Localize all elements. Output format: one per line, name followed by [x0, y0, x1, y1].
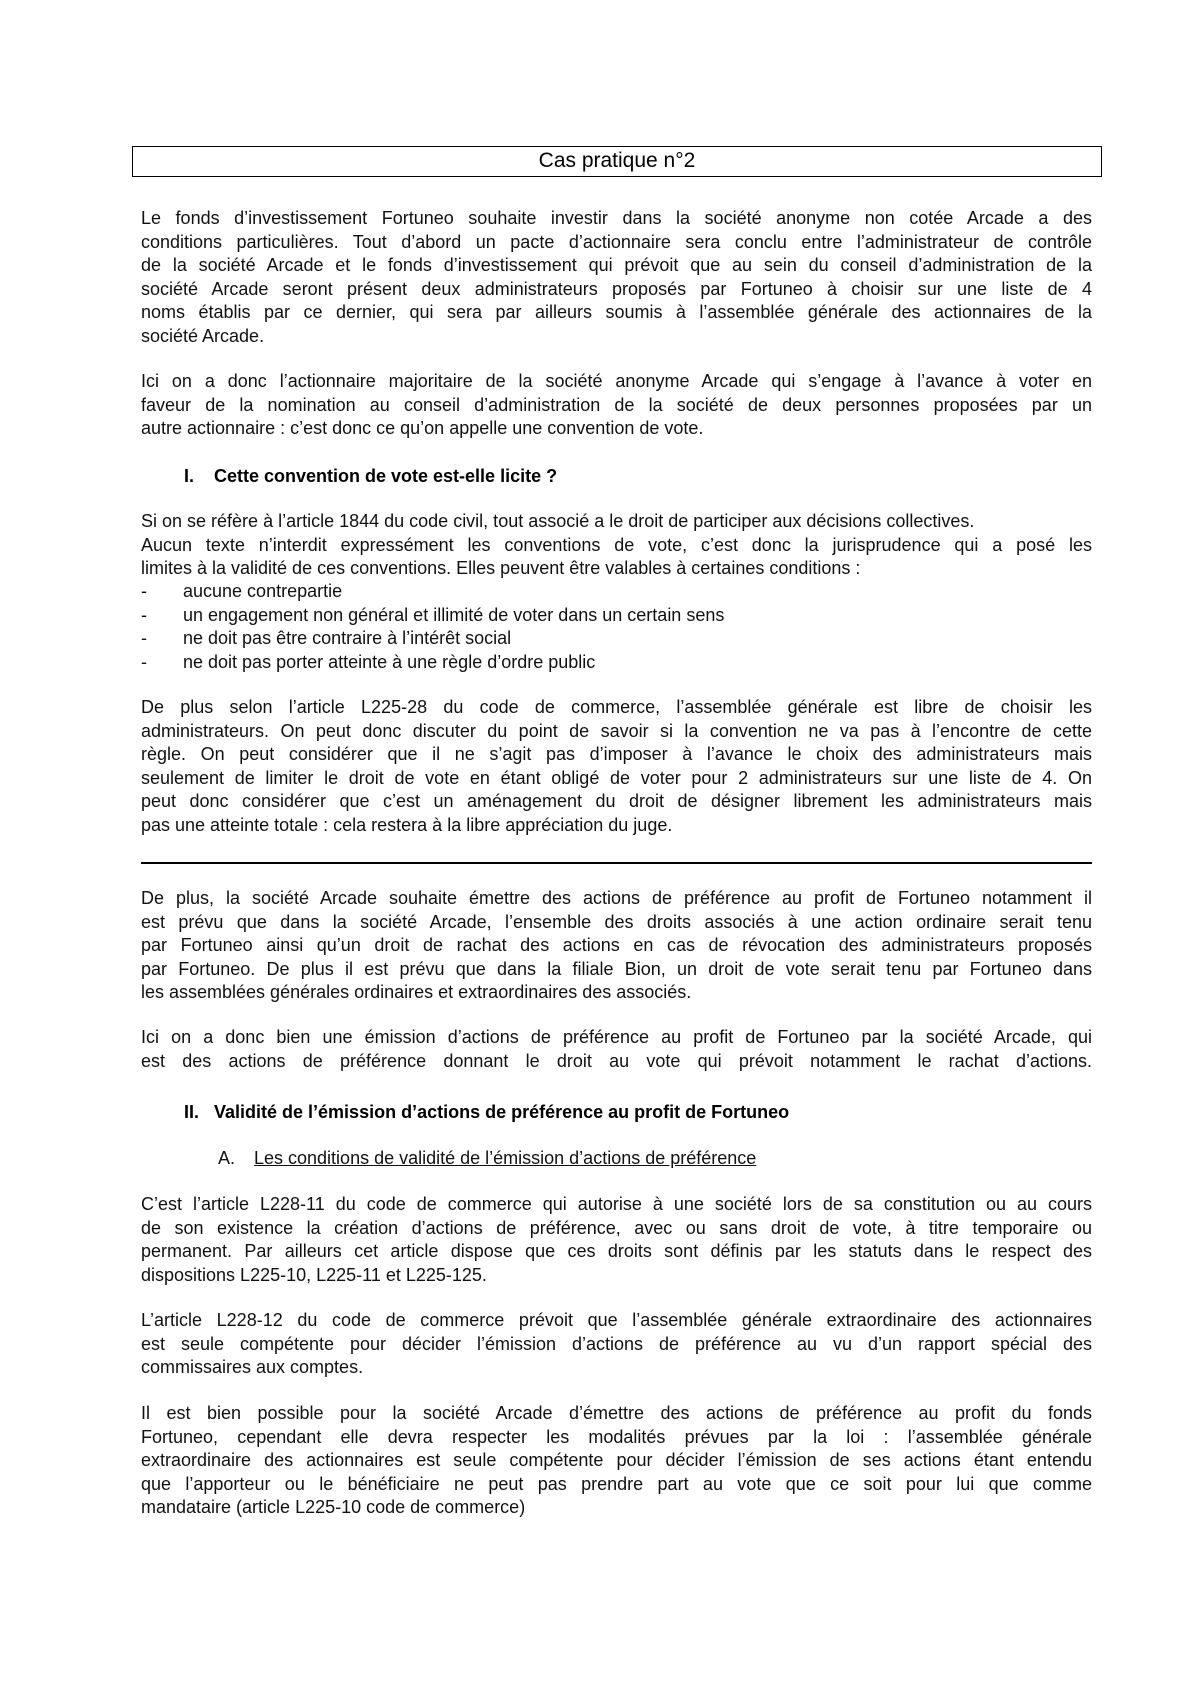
text-line: seulement de limiter le droit de vote en étant obligé de voter pour 2 administrateurs sur une liste de 4. On: [141, 767, 1092, 788]
text-line: que l’apporteur ou le bénéficiaire ne peut pas prendre part au vote que ce soit pour lui que comme: [141, 1473, 1092, 1494]
paragraph-emission-summary: [141, 1026, 1092, 1073]
text-line: de son existence la création d’actions de préférence, avec ou sans droit de vote, à titre temporaire ou: [141, 1217, 1092, 1238]
text-line: de la société Arcade et le fonds d’investissement qui prévoit que au sein du conseil d’administration de la: [141, 255, 1092, 275]
text-line: commissaires aux comptes.: [141, 1357, 364, 1377]
heading-section-2: [184, 1101, 789, 1125]
text-line: Il est bien possible pour la société Arcade d’émettre des actions de préférence au profit du fonds: [141, 1403, 1092, 1423]
text-line: société Arcade seront présent deux administrateurs proposés par Fortuneo à choisir sur une liste de 4: [141, 278, 1092, 299]
text-line: règle. On peut considérer que il ne s’agit pas d’imposer à l’avance le choix des administrateurs mais: [141, 744, 1092, 764]
list-dash: -: [141, 628, 147, 648]
list-dash: -: [141, 604, 147, 625]
list-item: [141, 651, 1092, 675]
heading-number: II.: [184, 1102, 200, 1122]
text-line: permanent. Par ailleurs cet article dispose que ces droits sont définis par les statuts dans le respect des: [141, 1241, 1092, 1261]
heading-number: I.: [184, 466, 195, 486]
text-line: limites à la validité de ces conventions. Elles peuvent être valables à certaines conditions :: [141, 558, 861, 578]
text-line: par Fortuneo. De plus il est prévu que dans la filiale Bion, un droit de vote serait tenu par Fortuneo dans: [141, 958, 1092, 979]
conditions-list: [141, 580, 1092, 674]
list-item: [141, 604, 1092, 628]
text-line: Fortuneo, cependant elle devra respecter les modalités prévues par la loi : l’assemblée générale: [141, 1426, 1092, 1447]
text-line: administrateurs. On peut donc discuter du point de savoir si la convention ne va pas à l’encontre de cette: [141, 720, 1092, 741]
text-line: Aucun texte n’interdit expressément les conventions de vote, c’est donc la jurisprudence qui a posé les: [141, 534, 1092, 555]
section-divider: [141, 862, 1092, 864]
list-item: [141, 627, 1092, 651]
document-title: Cas pratique n°2: [132, 146, 1102, 177]
text-line: par Fortuneo ainsi qu’un droit de rachat des actions en cas de révocation des administrateurs proposés: [141, 935, 1092, 955]
text-line: Si on se réfère à l’article 1844 du code civil, tout associé a le droit de participer aux décisions collectives.: [141, 511, 975, 531]
paragraph-article-1844: [141, 510, 1092, 581]
text-line: C’est l’article L228-11 du code de commerce qui autorise à une société lors de sa constitution ou au cours: [141, 1194, 1092, 1214]
text-line: De plus selon l’article L225-28 du code de commerce, l’assemblée générale est libre de choisir les: [141, 697, 1092, 717]
text-line: De plus, la société Arcade souhaite émettre des actions de préférence au profit de Fortuneo notamment il: [141, 888, 1092, 908]
text-line: est seule compétente pour décider l’émission d’actions de préférence au vu d’un rapport spécial des: [141, 1333, 1092, 1354]
text-line: Ici on a donc bien une émission d’actions de préférence au profit de Fortuneo par la société Arcade, qui: [141, 1027, 1092, 1047]
paragraph-conclusion: [141, 1402, 1092, 1520]
text-line: les assemblées générales ordinaires et extraordinaires des associés.: [141, 982, 692, 1002]
text-line: mandataire (article L225-10 code de commerce): [141, 1497, 526, 1517]
heading-section-1: [184, 465, 557, 489]
text-line: dispositions L225-10, L225-11 et L225-125.: [141, 1264, 487, 1285]
text-line: noms établis par ce dernier, qui sera par ailleurs soumis à l’assemblée générale des actionnaires de la: [141, 302, 1092, 322]
list-item: [141, 580, 1092, 604]
list-dash: -: [141, 651, 147, 672]
subheading-a: [218, 1147, 756, 1171]
text-line: autre actionnaire : c’est donc ce qu’on appelle une convention de vote.: [141, 418, 704, 438]
list-item-text: ne doit pas porter atteinte à une règle d’ordre public: [183, 651, 596, 672]
paragraph-convention: [141, 370, 1092, 441]
text-line: société Arcade.: [141, 325, 265, 346]
heading-text: Cette convention de vote est-elle licite ?: [214, 466, 558, 486]
text-line: Ici on a donc l’actionnaire majoritaire de la société anonyme Arcade qui s’engage à l’avance à voter en: [141, 371, 1092, 391]
text-line: faveur de la nomination au conseil d’administration de la société de deux personnes proposées par un: [141, 394, 1092, 415]
text-line: pas une atteinte totale : cela restera à la libre appréciation du juge.: [141, 814, 673, 835]
text-line: extraordinaire des actionnaires est seule compétente pour décider l’émission de ses actions étant entendu: [141, 1450, 1092, 1470]
paragraph-article-l228-11: [141, 1193, 1092, 1287]
text-line: est des actions de préférence donnant le droit au vote qui prévoit notamment le rachat d’actions.: [141, 1050, 1092, 1071]
list-item-text: ne doit pas être contraire à l’intérêt social: [183, 628, 512, 648]
text-line: Le fonds d’investissement Fortuneo souhaite investir dans la société anonyme non cotée Arcade a des: [141, 208, 1092, 228]
paragraph-article-l225-28: [141, 696, 1092, 837]
list-item-text: un engagement non général et illimité de voter dans un certain sens: [183, 604, 725, 625]
list-dash: -: [141, 581, 147, 601]
text-line: L’article L228-12 du code de commerce prévoit que l’assemblée générale extraordinaire des actionnaires: [141, 1310, 1092, 1330]
paragraph-preference-shares: [141, 887, 1092, 1005]
paragraph-article-l228-12: [141, 1309, 1092, 1380]
text-line: peut donc considérer que c’est un aménagement du droit de désigner librement les administrateurs mais: [141, 791, 1092, 811]
paragraph-intro: [141, 207, 1092, 348]
text-line: est prévu que dans la société Arcade, l’ensemble des droits associés à une action ordinaire serait tenu: [141, 911, 1092, 932]
text-line: conditions particulières. Tout d’abord un pacte d’actionnaire sera conclu entre l’administrateur de contrôle: [141, 231, 1092, 252]
subheading-text: Les conditions de validité de l’émission d’actions de préférence: [254, 1148, 757, 1168]
heading-text: Validité de l’émission d’actions de préférence au profit de Fortuneo: [214, 1102, 790, 1122]
list-item-text: aucune contrepartie: [183, 581, 343, 601]
subheading-letter: A.: [218, 1148, 236, 1168]
